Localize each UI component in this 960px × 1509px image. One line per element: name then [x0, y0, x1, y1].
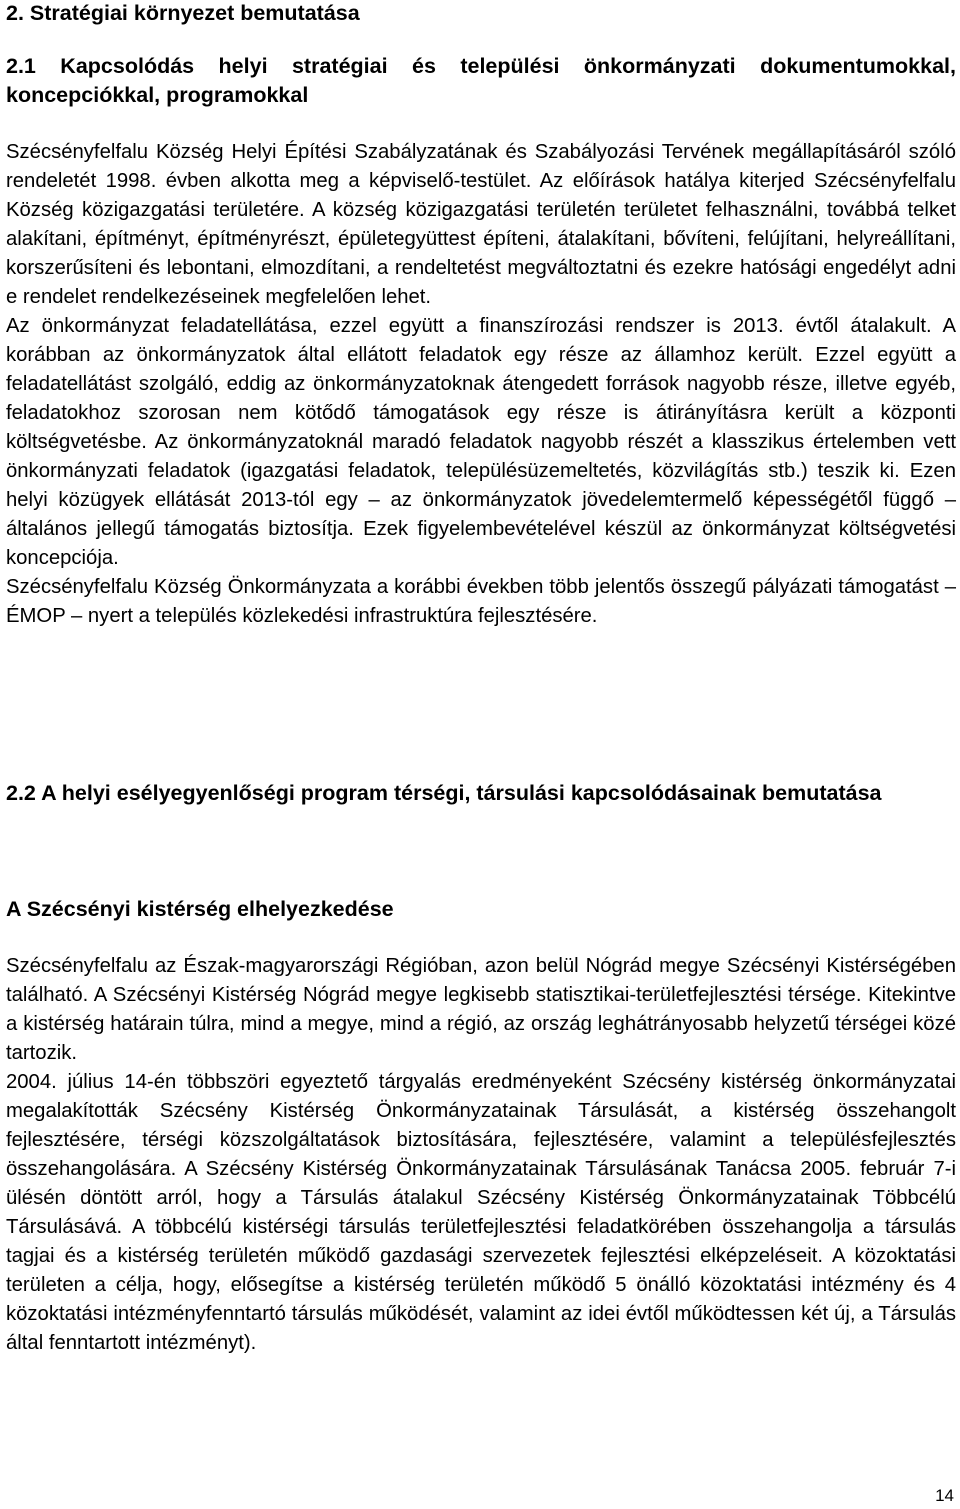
paragraph: Szécsényfelfalu az Észak-magyarországi Régióban, azon belül Nógrád megye Szécsényi Kistérségében található. A Szécsényi Kistérség Nógrád megye legkisebb statisztikai-területfejlesztési térsége. Kitekintve a kistérség határain túlra, mind a megye, mind a régió, az ország leghátrányosabb helyzetű térségei közé tartozik. [6, 955, 956, 1064]
subsection-heading-2-1: 2.1 Kapcsolódás helyi stratégiai és települési önkormányzati dokumentumokkal, koncepciókkal, programokkal [6, 54, 956, 107]
subsection-subheading: A Szécsényi kistérség elhelyezkedése [6, 897, 394, 921]
page-number: 14 [935, 1486, 954, 1505]
subsection-heading-2-2: 2.2 A helyi esélyegyenlőségi program térségi, társulási kapcsolódásainak bemutatása [6, 781, 882, 805]
paragraph: Szécsényfelfalu Község Helyi Építési Szabályzatának és Szabályozási Tervének megállapításáról szóló rendeletét 1998. évben alkotta meg a képviselő-testület. Az előírások hatálya kiterjed Szécsényfelfalu Község közigazgatási területére. A község közigazgatási területén területet felhasználni, továbbá telket alakítani, építményt, építményrészt, épületegyüttest építeni, átalakítani, bővíteni, felújítani, helyreállítani, korszerűsíteni és lebontani, elmozdítani, a rendeltetést megváltoztatni és ezekre hatósági engedélyt adni e rendelet rendelkezéseinek megfelelően lehet. [6, 141, 956, 308]
paragraph: 2004. július 14-én többszöri egyeztető tárgyalás eredményeként Szécsény kistérség önkormányzatai megalakították Szécsény Kistérség Önkormányzatainak Társulását, a kistérség összehangolt fejlesztésére, térségi közszolgáltatások biztosítására, fejlesztésére, valamint a településfejlesztés összehangolására. A Szécsény Kistérség Önkormányzatainak Társulásának Tanácsa 2005. február 7-i ülésén döntött arról, hogy a Társulás átalakul Szécsény Kistérség Önkormányzatainak Többcélú Társulásává. A többcélú kistérségi társulás területfejlesztési feladatkörében összehangolja a társulás tagjai és a kistérség területén működő gazdasági szervezetek fejlesztési elképzeléseit. A közoktatási területen a célja, hogy, elősegítse a kistérség területén működő 5 önálló közoktatási intézmény és 4 közoktatási intézményfenntartó társulás működését, valamint az idei évtől működtessen két új, a Társulás által fenntartott intézményt). [6, 1071, 956, 1354]
section-heading: 2. Stratégiai környezet bemutatása [6, 1, 360, 25]
subsection-2-1-body [6, 138, 956, 631]
paragraph: Az önkormányzat feladatellátása, ezzel együtt a finanszírozási rendszer is 2013. évtől átalakult. A korábban az önkormányzatok által ellátott feladatok egy része az államhoz került. Ezzel együtt a feladatellátást szolgáló, eddig az önkormányzatoknak átengedett források nagyobb része, illetve egyéb, feladatokhoz szorosan nem kötődő támogatások egy része is átirányításra került a központi költségvetésbe. Az önkormányzatoknál maradó feladatok nagyobb részét a klasszikus értelemben vett önkormányzati feladatok (igazgatási feladatok, településüzemeltetés, közvilágítás stb.) teszik ki. Ezen helyi közügyek ellátását 2013-tól egy – az önkormányzatok jövedelemtermelő képességétől függő – általános jellegű támogatás biztosítja. Ezek figyelembevételével készül az önkormányzat költségvetési koncepciója. [6, 315, 956, 569]
subsection-2-2-body [6, 952, 956, 1358]
paragraph: Szécsényfelfalu Község Önkormányzata a korábbi években több jelentős összegű pályázati támogatást – ÉMOP – nyert a település közlekedési infrastruktúra fejlesztésére. [6, 576, 956, 627]
